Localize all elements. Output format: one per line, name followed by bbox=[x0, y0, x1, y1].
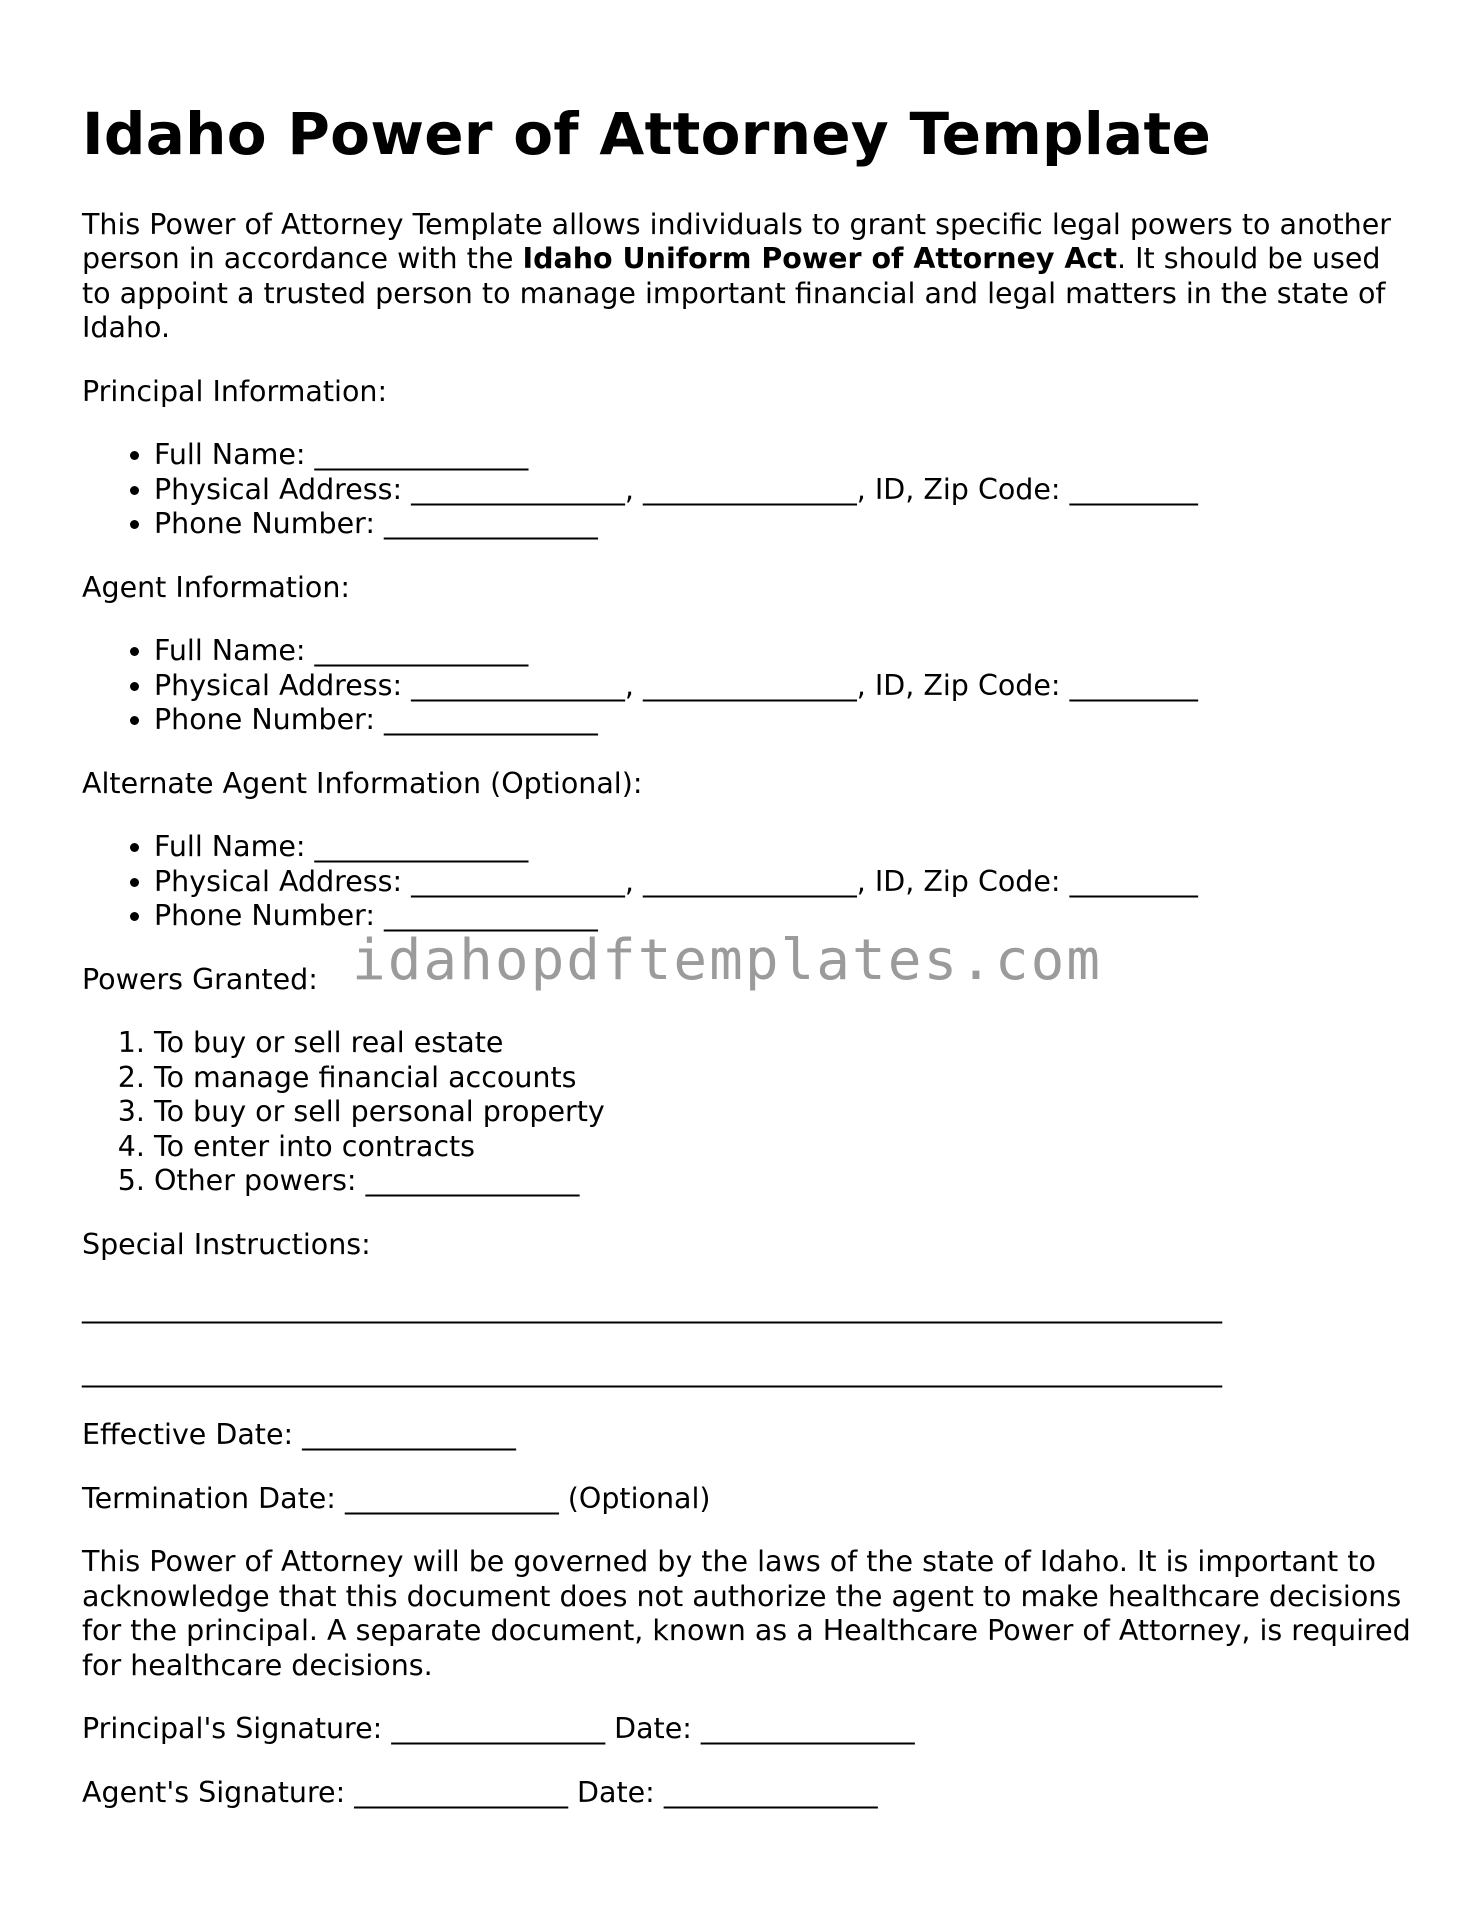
powers-list bbox=[82, 1026, 1412, 1199]
power-item: 4. To enter into contracts bbox=[154, 1130, 1412, 1165]
principal-section-label: Principal Information: bbox=[82, 374, 388, 408]
principal-full-name: • Full Name: _______________ bbox=[154, 438, 1412, 473]
intro-act-name: Idaho Uniform Power of Attorney Act bbox=[522, 242, 1118, 276]
principal-signature-line: Principal's Signature: _______________ Date: _______________ bbox=[82, 1712, 915, 1746]
principal-info-list bbox=[82, 438, 1412, 542]
watermark: idahopdftemplates.com bbox=[352, 928, 1103, 993]
agent-info-list bbox=[82, 634, 1412, 738]
special-instructions-label: Special Instructions: bbox=[82, 1227, 371, 1261]
alternate-address: • Physical Address: _______________, _______________, ID, Zip Code: _________ bbox=[154, 865, 1412, 900]
intro-text-after: . It should be used to appoint a trusted person to manage important financial and legal matters in the state of Idaho. bbox=[82, 242, 1386, 345]
powers-section-label: Powers Granted: bbox=[82, 962, 318, 996]
principal-address: • Physical Address: _______________, _______________, ID, Zip Code: _________ bbox=[154, 473, 1412, 508]
alternate-phone: • Phone Number: _______________ bbox=[154, 899, 1412, 934]
agent-signature-line: Agent's Signature: _______________ Date: _______________ bbox=[82, 1775, 878, 1809]
alternate-info-list bbox=[82, 830, 1412, 934]
alternate-section-label: Alternate Agent Information (Optional): bbox=[82, 766, 643, 800]
special-instructions-line: ________________________________________________________________________________ bbox=[82, 1354, 1222, 1388]
alternate-full-name: • Full Name: _______________ bbox=[154, 830, 1412, 865]
agent-section-label: Agent Information: bbox=[82, 570, 350, 604]
power-item: 1. To buy or sell real estate bbox=[154, 1026, 1412, 1061]
principal-phone: • Phone Number: _______________ bbox=[154, 507, 1412, 542]
intro-text-before: This Power of Attorney Template allows individuals to grant specific legal powers to another person in accordance with the bbox=[82, 207, 1391, 276]
effective-date: Effective Date: _______________ bbox=[82, 1418, 516, 1452]
power-item: 5. Other powers: _______________ bbox=[154, 1164, 1412, 1199]
agent-phone: • Phone Number: _______________ bbox=[154, 703, 1412, 738]
power-item: 3. To buy or sell personal property bbox=[154, 1095, 1412, 1130]
intro-paragraph bbox=[82, 208, 1412, 346]
page-title: Idaho Power of Attorney Template bbox=[82, 100, 1212, 168]
agent-address: • Physical Address: _______________, _______________, ID, Zip Code: _________ bbox=[154, 669, 1412, 704]
termination-date: Termination Date: _______________ (Optional) bbox=[82, 1481, 711, 1515]
agent-full-name: • Full Name: _______________ bbox=[154, 634, 1412, 669]
governing-law-paragraph: This Power of Attorney will be governed by the laws of the state of Idaho. It is important to acknowledge that this document does not authorize the agent to make healthcare decisions for the principal. A separate document, known as a Healthcare Power of Attorney, is required for healthcare decisions. bbox=[82, 1545, 1411, 1682]
special-instructions-line: ________________________________________________________________________________ bbox=[82, 1291, 1222, 1325]
power-item: 2. To manage financial accounts bbox=[154, 1061, 1412, 1096]
